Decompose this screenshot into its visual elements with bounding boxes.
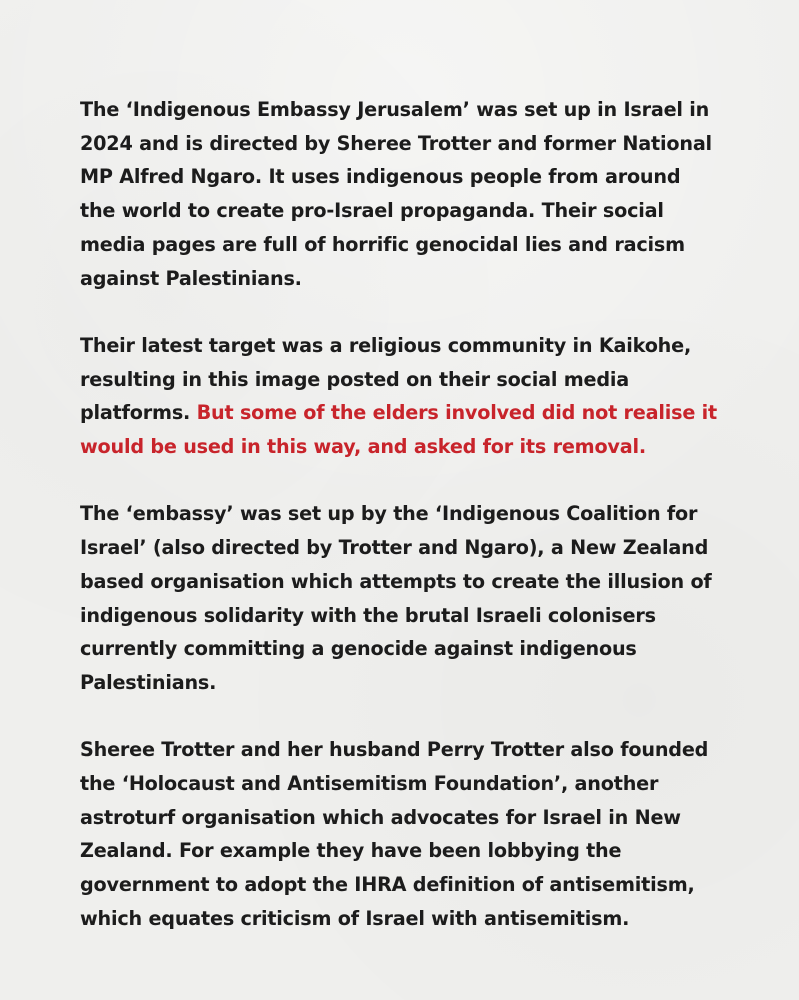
text-line: Sheree Trotter and her husband Perry Trotter also founded [80, 738, 709, 762]
text-line: government to adopt the IHRA definition of antisemitism, [80, 873, 695, 897]
article-body [80, 93, 730, 936]
text-line: Zealand. For example they have been lobbying the [80, 839, 622, 863]
text-line: The ‘Indigenous Embassy Jerusalem’ was set up in Israel in [80, 98, 710, 121]
paragraph-kaikohe [80, 329, 730, 464]
text-line: astroturf organisation which advocates for Israel in New [80, 805, 681, 829]
text-line: Palestinians. [80, 670, 217, 694]
text-line: based organisation which attempts to create the illusion of [80, 569, 712, 593]
text-line: resulting in this image posted on their social media [80, 367, 629, 391]
text-line: indigenous solidarity with the brutal Israeli colonisers [80, 603, 656, 627]
highlighted-text: But some of the elders involved did not realise it [196, 401, 717, 425]
paragraph-coalition [80, 497, 730, 699]
text-line: which equates criticism of Israel with antisemitism. [80, 906, 630, 930]
text-line: Their latest target was a religious community in Kaikohe, [80, 333, 692, 357]
text-line-mixed [80, 396, 730, 430]
highlighted-text: would be used in this way, and asked for its removal. [80, 435, 646, 459]
text-line: against Palestinians. [80, 266, 302, 290]
text-line: the world to create pro-Israel propaganda. Their social [80, 199, 664, 223]
text-line: the ‘Holocaust and Antisemitism Foundation’, another [80, 772, 659, 796]
text-segment: platforms. [80, 401, 197, 425]
text-line: Israel’ (also directed by Trotter and Ngaro), a New Zealand [80, 536, 709, 560]
text-line: The ‘embassy’ was set up by the ‘Indigenous Coalition for [80, 502, 698, 526]
paragraph-embassy-intro [80, 93, 730, 295]
paragraph-foundation [80, 733, 730, 935]
text-line: MP Alfred Ngaro. It uses indigenous people from around [80, 165, 681, 189]
text-line: media pages are full of horrific genocidal lies and racism [80, 232, 685, 256]
text-line: 2024 and is directed by Sheree Trotter and former National [80, 131, 712, 155]
text-line: currently committing a genocide against indigenous [80, 637, 637, 661]
